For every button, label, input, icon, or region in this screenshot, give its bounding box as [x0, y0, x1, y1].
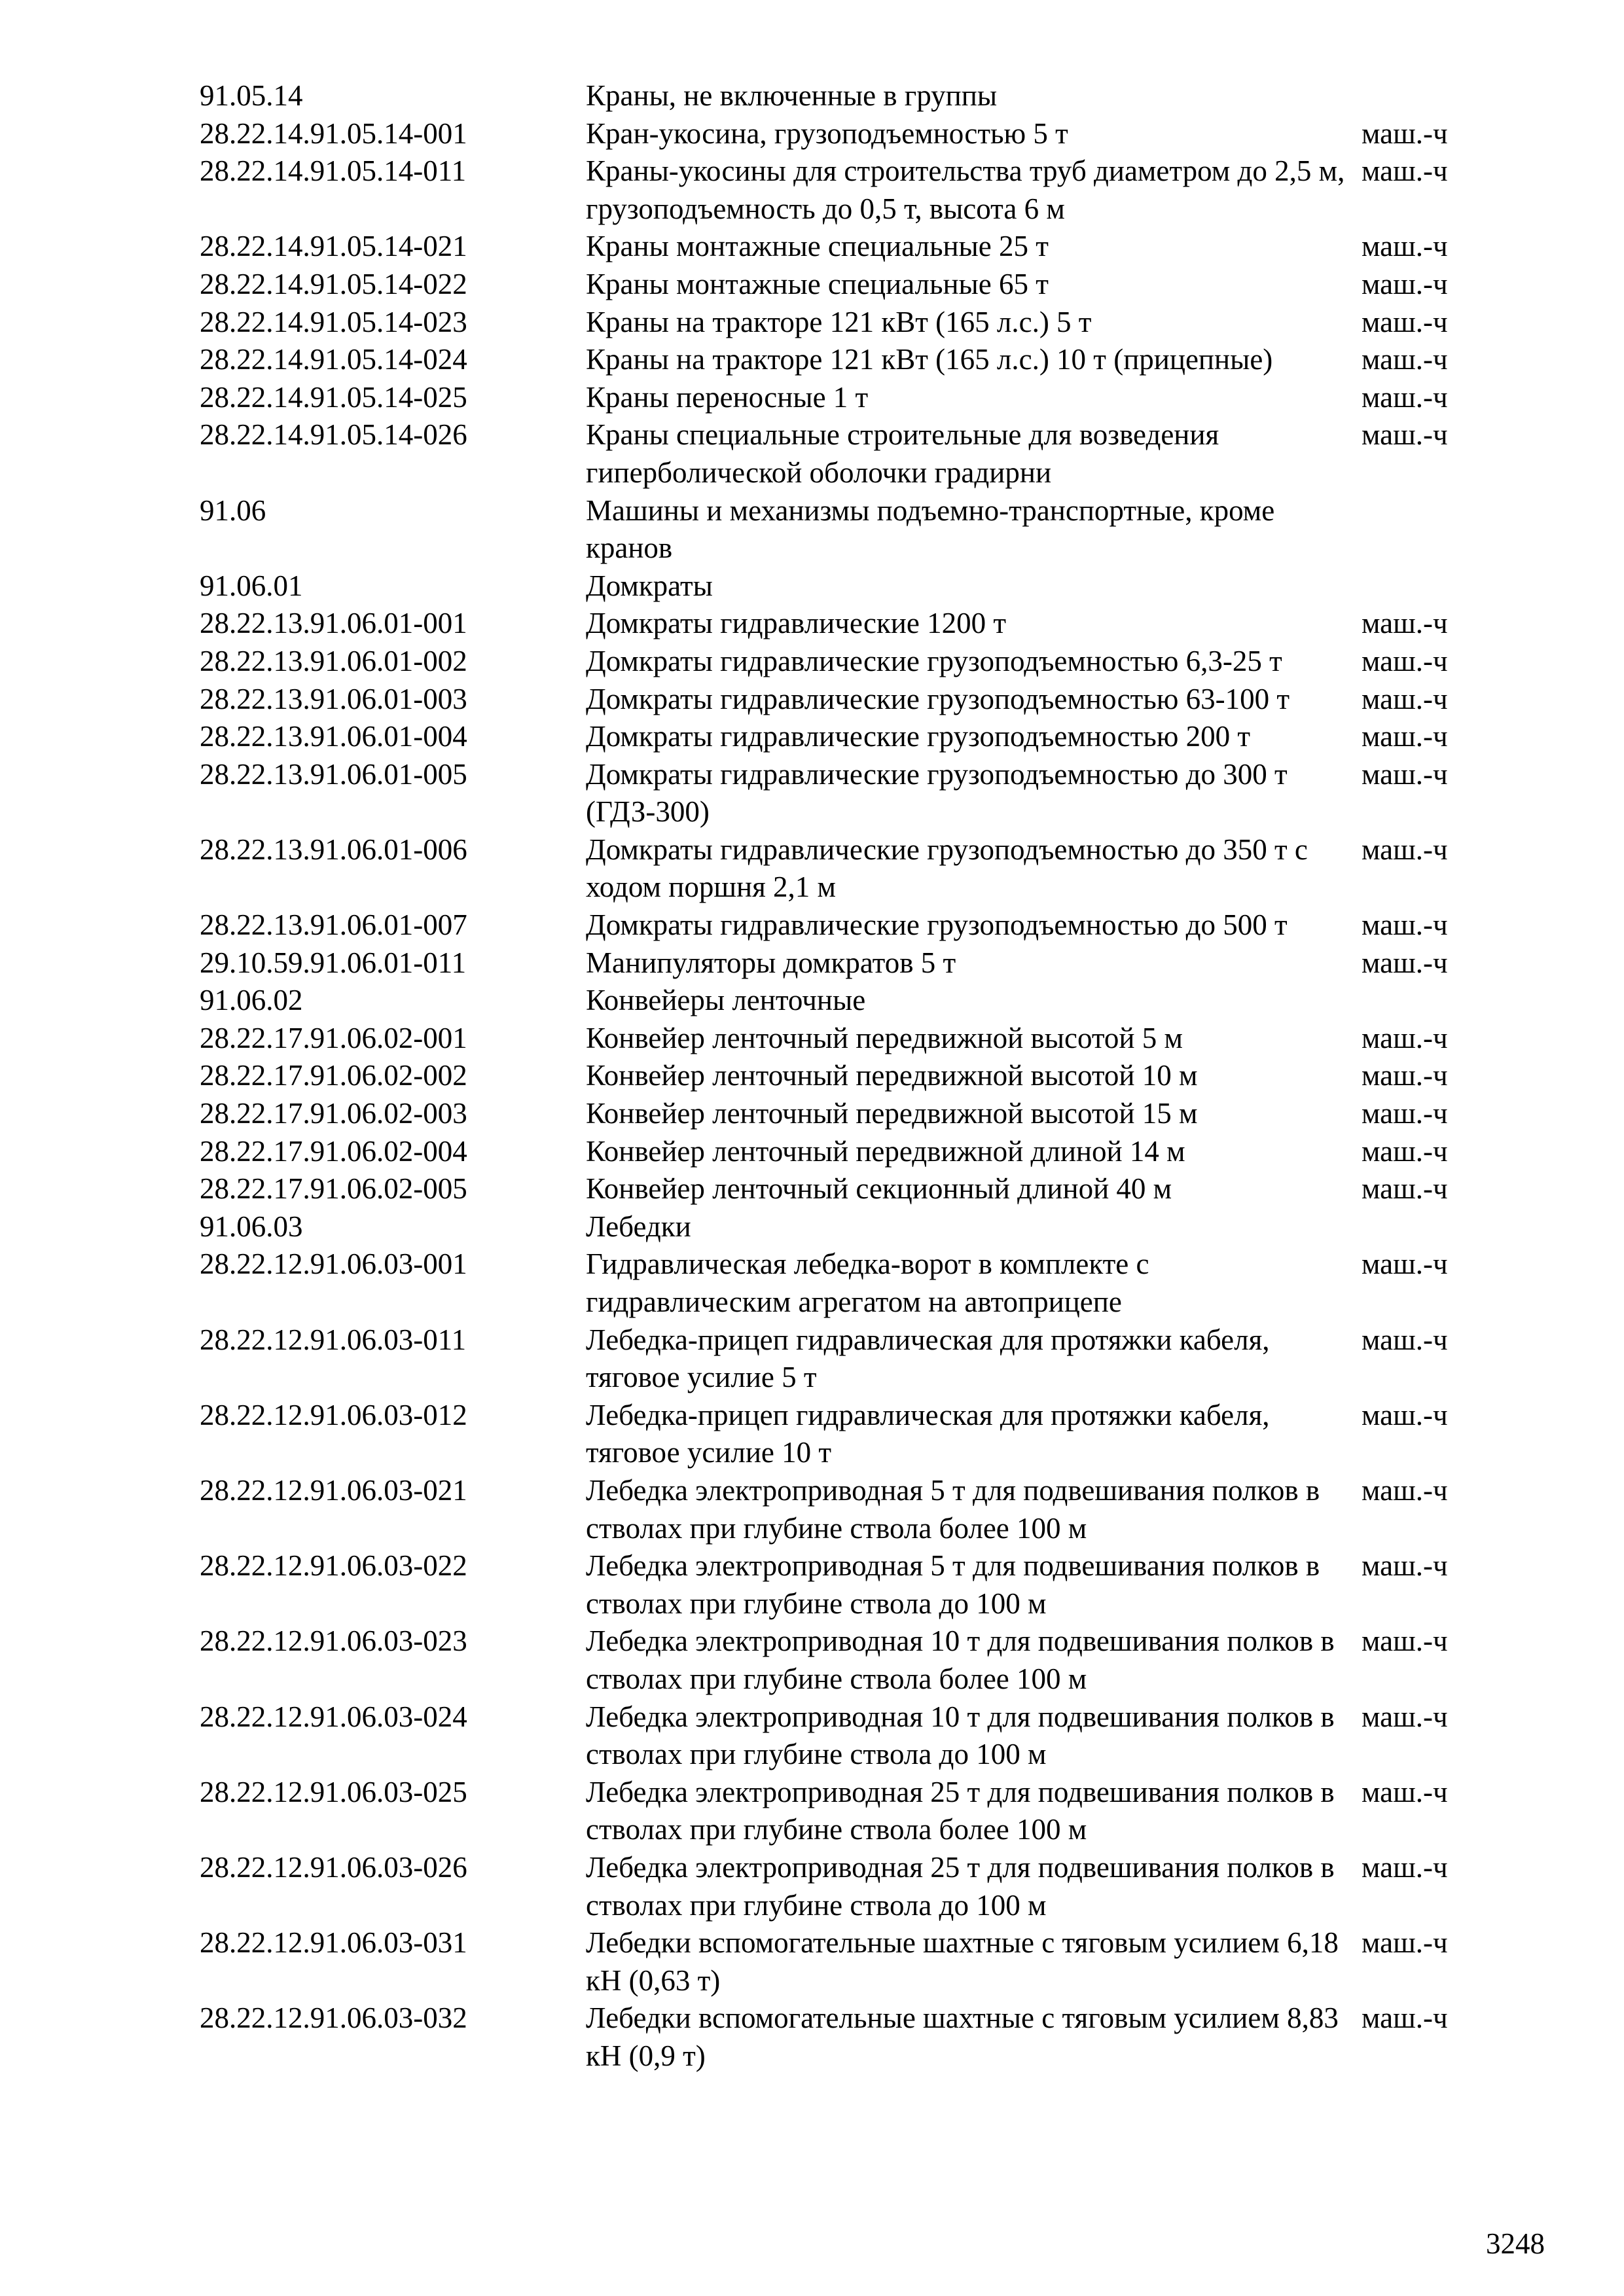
table-row	[200, 831, 1476, 906]
row-name: Машины и механизмы подъемно-транспортные, кроме кранов	[586, 493, 1275, 565]
row-name: Краны переносные 1 т	[586, 380, 869, 414]
row-unit: маш.-ч	[1362, 1549, 1448, 1583]
row-unit: маш.-ч	[1362, 117, 1448, 150]
table-row	[200, 379, 1476, 417]
row-code: 91.05.14	[200, 79, 303, 112]
table-row	[200, 1547, 1476, 1623]
row-name: Домкраты гидравлические грузоподъемностью до 350 т с ходом поршня 2,1 м	[586, 833, 1308, 904]
row-unit: маш.-ч	[1362, 1172, 1448, 1206]
row-unit: маш.-ч	[1362, 1473, 1448, 1507]
row-unit: маш.-ч	[1362, 644, 1448, 677]
row-code: 28.22.14.91.05.14-001	[200, 117, 467, 150]
row-unit: маш.-ч	[1362, 682, 1448, 715]
row-unit: маш.-ч	[1362, 305, 1448, 338]
row-code: 28.22.12.91.06.03-011	[200, 1323, 467, 1356]
row-code: 28.22.13.91.06.01-003	[200, 682, 467, 715]
row-name: Лебедка-прицеп гидравлическая для протяжки кабеля, тяговое усилие 5 т	[586, 1323, 1270, 1394]
table-row	[200, 1170, 1476, 1208]
row-code: 28.22.14.91.05.14-026	[200, 418, 467, 452]
row-code: 28.22.12.91.06.03-026	[200, 1850, 467, 1884]
row-name: Лебедки	[586, 1210, 691, 1243]
row-name: Домкраты гидравлические грузоподъемностью до 300 т (ГДЗ-300)	[586, 757, 1288, 829]
row-name: Лебедка электроприводная 25 т для подвешивания полков в стволах при глубине ствола до 100 м	[586, 1850, 1335, 1922]
row-name: Краны на тракторе 121 кВт (165 л.с.) 10 т (прицепные)	[586, 343, 1273, 376]
row-name: Краны монтажные специальные 65 т	[586, 267, 1049, 300]
table-row	[200, 1246, 1476, 1321]
table-row	[200, 982, 1476, 1020]
table-row	[200, 681, 1476, 719]
row-unit: маш.-ч	[1362, 230, 1448, 263]
row-unit: маш.-ч	[1362, 267, 1448, 300]
row-code: 28.22.12.91.06.03-031	[200, 1926, 467, 1960]
row-name: Лебедка электроприводная 10 т для подвешивания полков в стволах при глубине ствола до 100 м	[586, 1700, 1335, 1771]
table-row	[200, 1623, 1476, 1698]
row-code: 91.06	[200, 493, 266, 527]
row-unit: маш.-ч	[1362, 1775, 1448, 1808]
table-row	[200, 906, 1476, 944]
row-name: Домкраты гидравлические грузоподъемностью до 500 т	[586, 908, 1288, 942]
row-unit: маш.-ч	[1362, 607, 1448, 640]
row-unit: маш.-ч	[1362, 908, 1448, 942]
row-name: Лебедки вспомогательные шахтные с тяговым усилием 8,83 кН (0,9 т)	[586, 2001, 1339, 2072]
row-name: Лебедка электроприводная 5 т для подвешивания полков в стволах при глубине ствола до 100 м	[586, 1549, 1320, 1620]
row-code: 28.22.13.91.06.01-006	[200, 833, 467, 866]
page-number: 3248	[1486, 2227, 1545, 2260]
table-row	[200, 1472, 1476, 1547]
table-row	[200, 266, 1476, 304]
row-code: 28.22.14.91.05.14-022	[200, 267, 467, 300]
table-row	[200, 115, 1476, 153]
row-unit: маш.-ч	[1362, 1323, 1448, 1356]
row-unit: маш.-ч	[1362, 418, 1448, 452]
table-row	[200, 1208, 1476, 1246]
row-code: 28.22.17.91.06.02-002	[200, 1059, 467, 1092]
row-code: 91.06.03	[200, 1210, 303, 1243]
row-unit: маш.-ч	[1362, 154, 1448, 188]
row-code: 28.22.12.91.06.03-001	[200, 1247, 467, 1281]
row-unit: маш.-ч	[1362, 1850, 1448, 1884]
table-row	[200, 567, 1476, 605]
table-row	[200, 228, 1476, 266]
table-row	[200, 77, 1476, 115]
table-row	[200, 341, 1476, 379]
table-row	[200, 492, 1476, 567]
row-code: 28.22.13.91.06.01-001	[200, 607, 467, 640]
row-code: 28.22.12.91.06.03-012	[200, 1398, 467, 1431]
row-name: Конвейер ленточный передвижной высотой 15 м	[586, 1097, 1198, 1130]
row-code: 29.10.59.91.06.01-011	[200, 946, 467, 979]
row-name: Манипуляторы домкратов 5 т	[586, 946, 956, 979]
row-code: 28.22.13.91.06.01-005	[200, 757, 467, 791]
row-code: 28.22.17.91.06.02-004	[200, 1134, 467, 1168]
row-name: Домкраты гидравлические грузоподъемностью 63-100 т	[586, 682, 1290, 715]
row-code: 28.22.13.91.06.01-002	[200, 644, 467, 677]
row-code: 91.06.02	[200, 984, 303, 1017]
row-code: 28.22.14.91.05.14-023	[200, 305, 467, 338]
row-name: Лебедки вспомогательные шахтные с тяговым усилием 6,18 кН (0,63 т)	[586, 1926, 1339, 1997]
row-name: Конвейер ленточный передвижной высотой 5 м	[586, 1021, 1183, 1054]
row-unit: маш.-ч	[1362, 1926, 1448, 1960]
row-name: Лебедка электроприводная 10 т для подвешивания полков в стволах при глубине ствола более 100 м	[586, 1624, 1335, 1695]
table-row	[200, 1397, 1476, 1472]
row-code: 91.06.01	[200, 569, 303, 602]
table-row	[200, 1133, 1476, 1171]
row-unit: маш.-ч	[1362, 1398, 1448, 1431]
table-row	[200, 1095, 1476, 1133]
row-code: 28.22.14.91.05.14-021	[200, 230, 467, 263]
table-row	[200, 2000, 1476, 2075]
table-row	[200, 152, 1476, 228]
row-code: 28.22.12.91.06.03-032	[200, 2001, 467, 2035]
row-unit: маш.-ч	[1362, 1134, 1448, 1168]
table-row	[200, 1321, 1476, 1397]
row-name: Конвейер ленточный секционный длиной 40 м	[586, 1172, 1172, 1206]
row-name: Лебедка электроприводная 5 т для подвешивания полков в стволах при глубине ствола более 100 м	[586, 1473, 1320, 1545]
row-code: 28.22.17.91.06.02-005	[200, 1172, 467, 1206]
row-code: 28.22.12.91.06.03-021	[200, 1473, 467, 1507]
table-row	[200, 416, 1476, 492]
row-name: Краны на тракторе 121 кВт (165 л.с.) 5 т	[586, 305, 1092, 338]
row-name: Лебедка электроприводная 25 т для подвешивания полков в стволах при глубине ствола более 100 м	[586, 1775, 1335, 1846]
row-name: Краны-укосины для строительства труб диаметром до 2,5 м, грузоподъемность до 0,5 т, высота 6 м	[586, 154, 1345, 225]
row-code: 28.22.17.91.06.02-003	[200, 1097, 467, 1130]
table-row	[200, 1849, 1476, 1924]
row-unit: маш.-ч	[1362, 1700, 1448, 1733]
row-name: Домкраты гидравлические грузоподъемностью 200 т	[586, 720, 1251, 753]
row-unit: маш.-ч	[1362, 757, 1448, 791]
row-name: Краны монтажные специальные 25 т	[586, 230, 1049, 263]
row-name: Конвейер ленточный передвижной длиной 14 м	[586, 1134, 1185, 1168]
classifier-table	[200, 77, 1476, 2075]
row-name: Домкраты гидравлические 1200 т	[586, 607, 1007, 640]
row-unit: маш.-ч	[1362, 1059, 1448, 1092]
row-unit: маш.-ч	[1362, 946, 1448, 979]
row-unit: маш.-ч	[1362, 1624, 1448, 1658]
row-code: 28.22.13.91.06.01-007	[200, 908, 467, 942]
row-unit: маш.-ч	[1362, 380, 1448, 414]
table-row	[200, 643, 1476, 681]
row-code: 28.22.12.91.06.03-022	[200, 1549, 467, 1583]
table-row	[200, 1774, 1476, 1849]
row-name: Гидравлическая лебедка-ворот в комплекте с гидравлическим агрегатом на автоприцепе	[586, 1247, 1149, 1318]
row-unit: маш.-ч	[1362, 720, 1448, 753]
row-unit: маш.-ч	[1362, 833, 1448, 866]
row-code: 28.22.12.91.06.03-024	[200, 1700, 467, 1733]
row-code: 28.22.14.91.05.14-011	[200, 154, 467, 188]
row-name: Домкраты гидравлические грузоподъемностью 6,3-25 т	[586, 644, 1282, 677]
row-code: 28.22.17.91.06.02-001	[200, 1021, 467, 1054]
table-row	[200, 304, 1476, 342]
row-code: 28.22.14.91.05.14-024	[200, 343, 467, 376]
row-unit: маш.-ч	[1362, 1247, 1448, 1281]
row-name: Конвейеры ленточные	[586, 984, 866, 1017]
row-code: 28.22.12.91.06.03-025	[200, 1775, 467, 1808]
row-unit: маш.-ч	[1362, 1097, 1448, 1130]
row-name: Конвейер ленточный передвижной высотой 10 м	[586, 1059, 1198, 1092]
table-row	[200, 1924, 1476, 2000]
row-name: Домкраты	[586, 569, 713, 602]
row-name: Лебедка-прицеп гидравлическая для протяжки кабеля, тяговое усилие 10 т	[586, 1398, 1270, 1469]
table-row	[200, 718, 1476, 756]
table-row	[200, 1020, 1476, 1058]
table-row	[200, 756, 1476, 831]
row-code: 28.22.12.91.06.03-023	[200, 1624, 467, 1658]
row-unit: маш.-ч	[1362, 2001, 1448, 2035]
row-code: 28.22.14.91.05.14-025	[200, 380, 467, 414]
table-row	[200, 1057, 1476, 1095]
row-unit: маш.-ч	[1362, 343, 1448, 376]
row-unit: маш.-ч	[1362, 1021, 1448, 1054]
table-row	[200, 1698, 1476, 1774]
row-name: Краны специальные строительные для возведения гиперболической оболочки градирни	[586, 418, 1219, 489]
table-row	[200, 605, 1476, 643]
row-code: 28.22.13.91.06.01-004	[200, 720, 467, 753]
table-row	[200, 944, 1476, 982]
row-name: Краны, не включенные в группы	[586, 79, 998, 112]
row-name: Кран-укосина, грузоподъемностью 5 т	[586, 117, 1068, 150]
